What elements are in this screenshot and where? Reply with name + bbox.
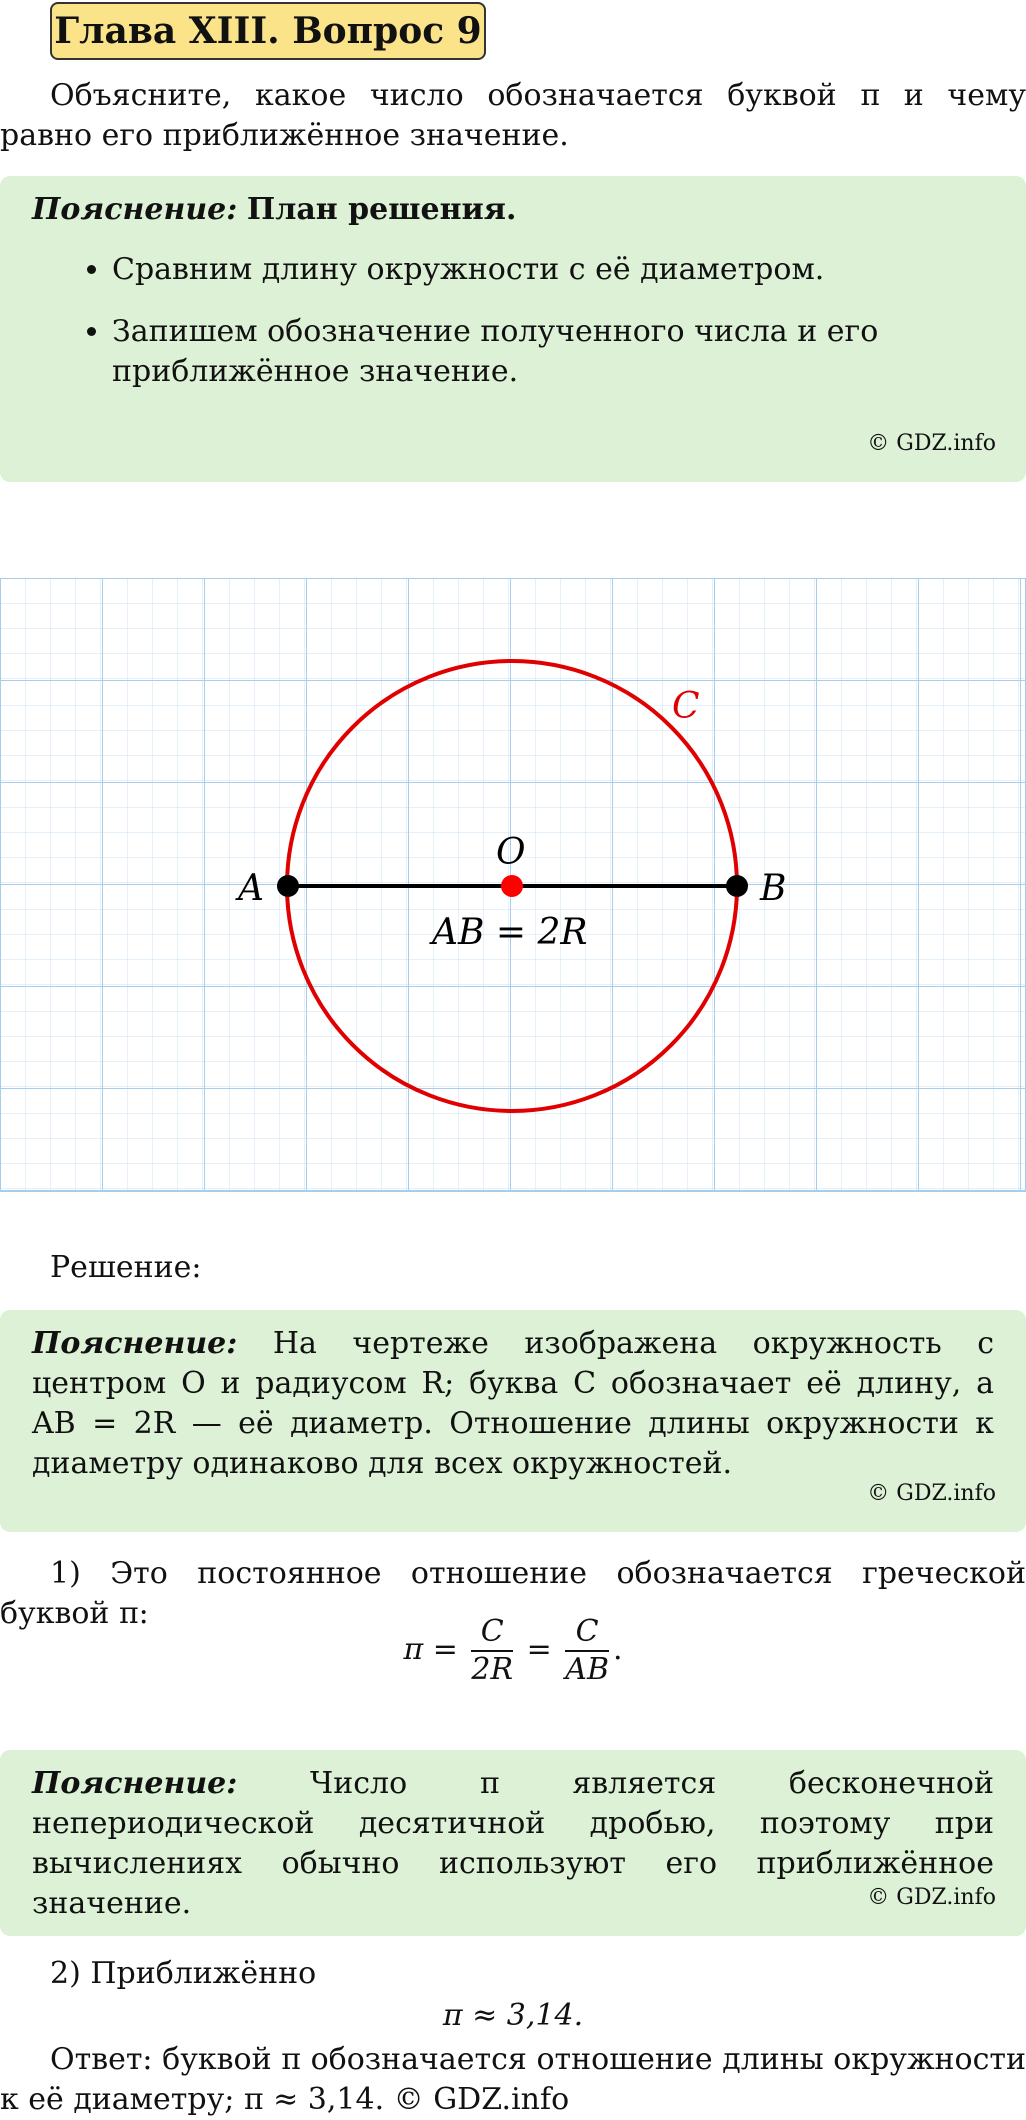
circle-figure: [0, 578, 1026, 1192]
note1-text: На чертеже изображена окружность с центром O и радиусом R; буква C обозначает её длину, а AB = 2R — её диаметр. Отношение длины окружности к диаметру одинаково для всех окружностей.: [32, 1326, 994, 1481]
solution-label: Решение:: [50, 1250, 202, 1285]
formula-equals: =: [526, 1632, 552, 1667]
answer-text: Ответ: буквой π обозначается отношение длины окружности к её диаметру; π ≈ 3,14. © GDZ.info: [0, 2042, 1026, 2117]
fraction-1: [471, 1614, 513, 1688]
note2-copyright: © GDZ.info: [867, 1885, 996, 1910]
relation-label: AB = 2R: [432, 912, 588, 953]
label-center: O: [496, 832, 526, 873]
fraction-2-denominator: AB: [565, 1652, 610, 1687]
question-text: Объясните, какое число обозначается буквой π и чему равно его приближённое значение.: [0, 78, 1026, 153]
plan-box: [0, 176, 1026, 482]
label-a: A: [238, 868, 264, 909]
point-b: [726, 875, 748, 897]
plan-copyright: © GDZ.info: [867, 431, 996, 456]
fraction-2: [565, 1614, 609, 1688]
note2-body: [32, 1764, 994, 1924]
step-2: 2) Приближённо: [50, 1956, 317, 1991]
plan-title: План решения.: [246, 192, 517, 227]
plan-item-2: • Запишем обозначение полученного числа и его приближённое значение.: [112, 312, 994, 392]
fraction-1-denominator: 2R: [471, 1652, 514, 1687]
note1-copyright: © GDZ.info: [867, 1481, 996, 1506]
note1-body: [32, 1324, 994, 1484]
note1-lead: Пояснение:: [32, 1326, 238, 1361]
fraction-2-numerator: C: [565, 1614, 609, 1652]
center-point: [501, 875, 523, 897]
note2-lead: Пояснение:: [32, 1766, 238, 1801]
fraction-1-numerator: C: [471, 1614, 513, 1652]
plan-item-1: • Сравним длину окружности с её диаметром.: [112, 250, 994, 290]
note2-box: [0, 1750, 1026, 1936]
plan-list: [32, 250, 994, 392]
approx-value: π ≈ 3,14.: [442, 1998, 584, 2033]
label-b: B: [760, 868, 787, 909]
formula-end: .: [613, 1632, 623, 1667]
note2-text: Число π является бесконечной непериодической десятичной дробью, поэтому при вычислениях обычно используют его приближённое значение.: [32, 1766, 994, 1921]
plan-lead: Пояснение:: [32, 192, 238, 227]
formula: [0, 1614, 1026, 1688]
plan-heading: [32, 190, 994, 230]
step-1: 1) Это постоянное отношение обозначается греческой буквой π:: [0, 1556, 1026, 1631]
circle-label: C: [672, 686, 700, 727]
note1-box: [0, 1310, 1026, 1532]
chapter-title: Глава XIII. Вопрос 9: [50, 2, 486, 60]
point-a: [277, 875, 299, 897]
formula-lhs: π =: [403, 1632, 458, 1667]
